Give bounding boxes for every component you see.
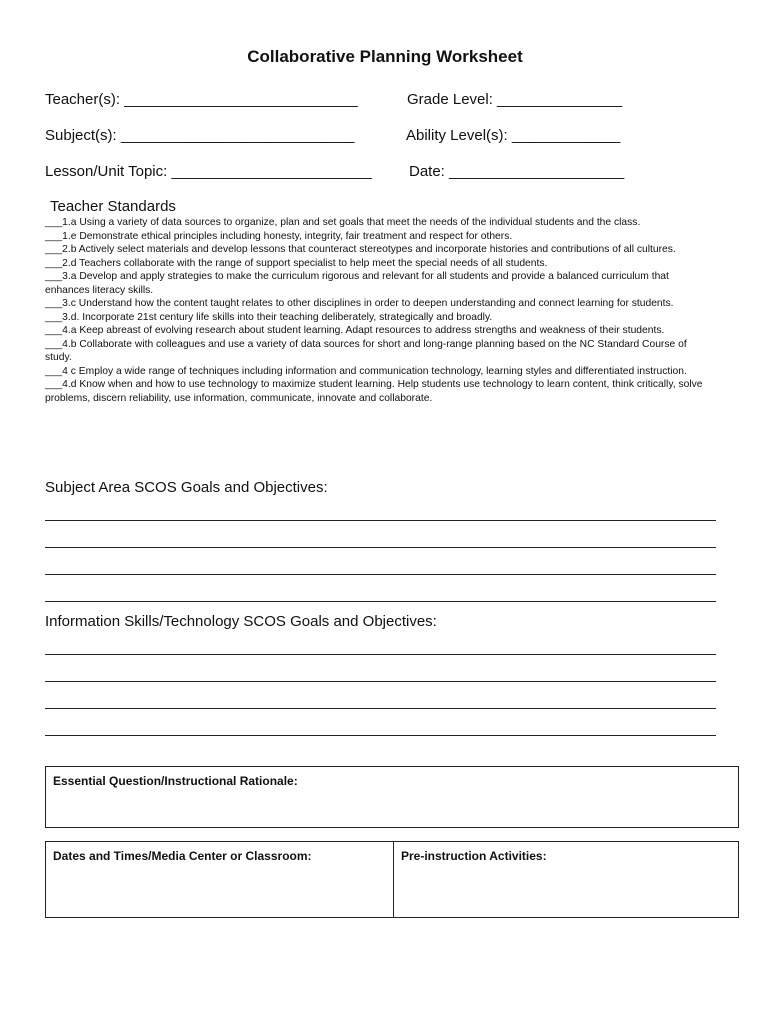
grade-level-field[interactable]: Grade Level: _______________ [407,91,623,108]
subject-area-line-1[interactable] [45,520,716,521]
standard-item[interactable]: ___4.a Keep abreast of evolving research about student learning. Adapt resources to address strengths and weakness of their students. [45,325,665,336]
pre-instruction-box[interactable] [393,841,739,918]
standard-item[interactable]: ___3.c Understand how the content taught relates to other disciplines in order to deepen understanding and connect learning for students. [45,298,674,309]
standard-item[interactable]: ___1.a Using a variety of data sources to organize, plan and set goals that meet the needs of the individual students and the class. [45,217,641,228]
subject-area-line-4[interactable] [45,601,716,602]
subject-area-line-3[interactable] [45,574,716,575]
pre-instruction-label: Pre-instruction Activities: [401,849,547,863]
essential-question-box[interactable] [45,766,739,828]
dates-times-box[interactable] [45,841,394,918]
teacher-standards-heading: Teacher Standards [50,198,176,215]
info-skills-line-1[interactable] [45,654,716,655]
essential-question-label: Essential Question/Instructional Rationale: [53,774,298,788]
subject-area-line-2[interactable] [45,547,716,548]
info-skills-heading: Information Skills/Technology SCOS Goals and Objectives: [45,613,437,630]
standard-item[interactable]: ___4 c Employ a wide range of techniques including information and communication technology, learning styles and differentiated instruction. [45,365,687,377]
info-skills-line-4[interactable] [45,735,716,736]
standard-item[interactable]: ___4.b Collaborate with colleagues and use a variety of data sources for short and long-range planning based on the NC Standard Course of study. [45,338,687,363]
ability-level-field[interactable]: Ability Level(s): _____________ [406,127,621,144]
standard-item[interactable]: ___4.d Know when and how to use technology to maximize student learning. Help students use technology to learn content, think critically, solve problems, discern reliability, use information, communicate, innovate and collaborate. [45,379,703,404]
subject-area-heading: Subject Area SCOS Goals and Objectives: [45,479,328,496]
subjects-field[interactable]: Subject(s): ____________________________ [45,127,355,144]
lesson-topic-field[interactable]: Lesson/Unit Topic: ________________________ [45,163,372,180]
page-title: Collaborative Planning Worksheet [247,47,523,66]
standard-item[interactable]: ___2.b Actively select materials and develop lessons that counteract stereotypes and incorporate histories and contributions of all cultures. [45,244,676,255]
teacher-standards-list [45,216,715,405]
standard-item[interactable]: ___2.d Teachers collaborate with the range of support specialist to help meet the special needs of all students. [45,257,548,269]
standard-item[interactable]: ___3.a Develop and apply strategies to make the curriculum rigorous and relevant for all students and provide a balanced curriculum that enhances literacy skills. [45,271,669,296]
standard-item[interactable]: ___3.d. Incorporate 21st century life skills into their teaching deliberately, strategically and broadly. [45,311,493,323]
date-field[interactable]: Date: _____________________ [409,163,625,180]
info-skills-line-2[interactable] [45,681,716,682]
teachers-field[interactable]: Teacher(s): ____________________________ [45,91,358,108]
standard-item[interactable]: ___1.e Demonstrate ethical principles including honesty, integrity, fair treatment and respect for others. [45,230,513,242]
info-skills-line-3[interactable] [45,708,716,709]
dates-times-label: Dates and Times/Media Center or Classroom: [53,849,312,863]
